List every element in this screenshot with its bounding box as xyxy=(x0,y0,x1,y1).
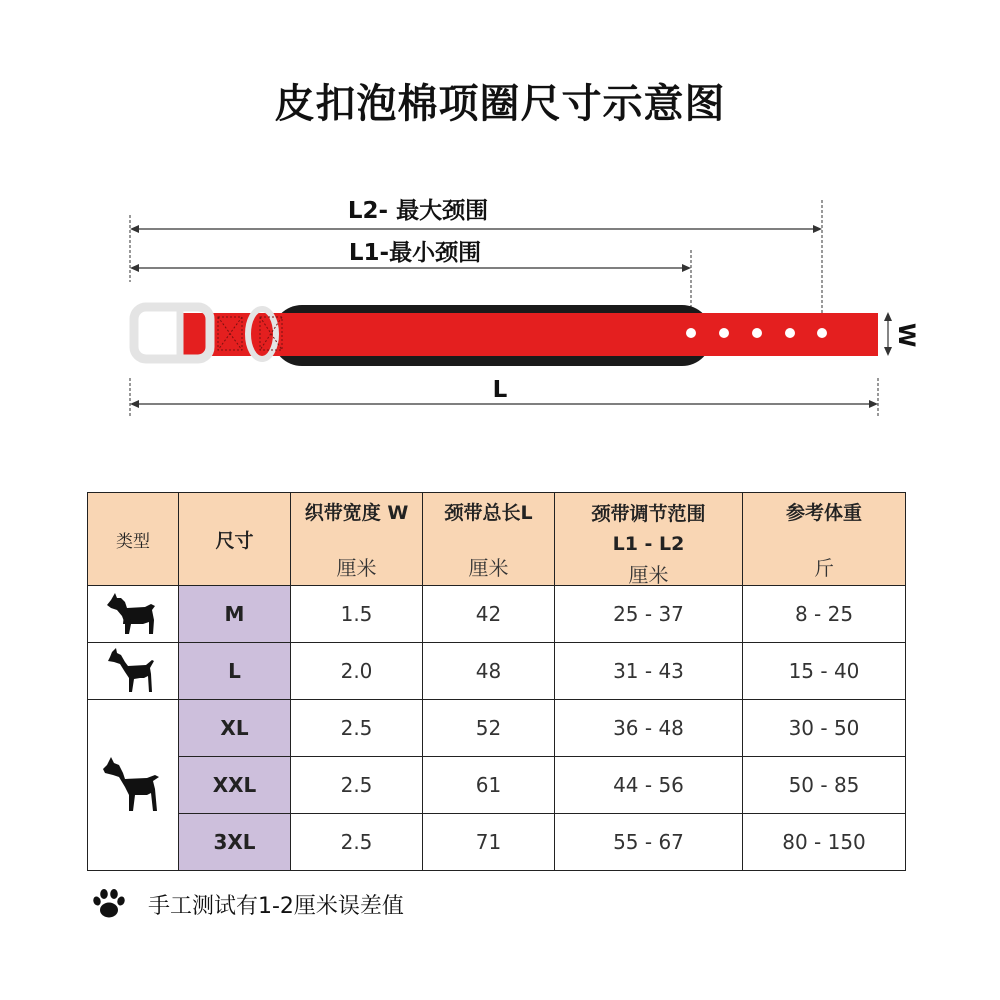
width-cell: 2.5 xyxy=(291,814,423,871)
w-label: W xyxy=(893,323,918,348)
header-length: 颈带总长L 厘米 xyxy=(423,493,555,586)
type-cell xyxy=(88,586,179,643)
type-cell xyxy=(88,700,179,871)
weight-cell: 50 - 85 xyxy=(743,757,906,814)
length-cell: 42 xyxy=(423,586,555,643)
size-cell: XXL xyxy=(179,757,291,814)
size-cell: XL xyxy=(179,700,291,757)
length-cell: 52 xyxy=(423,700,555,757)
table-row xyxy=(88,700,906,757)
w-dimension xyxy=(884,312,918,356)
small-dog-icon xyxy=(105,590,161,638)
type-cell xyxy=(88,643,179,700)
weight-cell: 80 - 150 xyxy=(743,814,906,871)
collar-diagram xyxy=(0,180,1000,430)
weight-cell: 8 - 25 xyxy=(743,586,906,643)
length-cell: 61 xyxy=(423,757,555,814)
weight-cell: 15 - 40 xyxy=(743,643,906,700)
width-cell: 2.5 xyxy=(291,757,423,814)
header-type: 类型 xyxy=(88,493,179,586)
l-dimension xyxy=(130,377,878,418)
range-cell: 36 - 48 xyxy=(555,700,743,757)
footnote xyxy=(92,888,404,920)
l2-label: L2- 最大颈围 xyxy=(347,198,489,224)
medium-dog-icon xyxy=(104,646,162,696)
header-range: 颈带调节范围 L1 - L2 厘米 xyxy=(555,493,743,586)
table-row xyxy=(88,757,906,814)
collar xyxy=(134,305,878,366)
header-weight: 参考体重 斤 xyxy=(743,493,906,586)
page-title: 皮扣泡棉项圈尺寸示意图 xyxy=(274,81,726,127)
width-cell: 2.0 xyxy=(291,643,423,700)
size-cell: 3XL xyxy=(179,814,291,871)
range-cell: 25 - 37 xyxy=(555,586,743,643)
range-cell: 31 - 43 xyxy=(555,643,743,700)
table-row xyxy=(88,643,906,700)
weight-cell: 30 - 50 xyxy=(743,700,906,757)
width-cell: 2.5 xyxy=(291,700,423,757)
size-cell: M xyxy=(179,586,291,643)
range-cell: 55 - 67 xyxy=(555,814,743,871)
length-cell: 48 xyxy=(423,643,555,700)
size-cell: L xyxy=(179,643,291,700)
table-row xyxy=(88,814,906,871)
table-header-row xyxy=(88,493,906,586)
size-table xyxy=(87,492,906,871)
paw-icon xyxy=(92,888,126,920)
range-cell: 44 - 56 xyxy=(555,757,743,814)
header-width: 织带宽度 W 厘米 xyxy=(291,493,423,586)
width-cell: 1.5 xyxy=(291,586,423,643)
large-dog-icon xyxy=(101,755,165,815)
length-cell: 71 xyxy=(423,814,555,871)
l1-label: L1-最小颈围 xyxy=(348,240,482,266)
header-size: 尺寸 xyxy=(179,493,291,586)
l-label: L xyxy=(492,377,508,403)
footnote-text: 手工测试有1-2厘米误差值 xyxy=(148,893,404,919)
table-row xyxy=(88,586,906,643)
